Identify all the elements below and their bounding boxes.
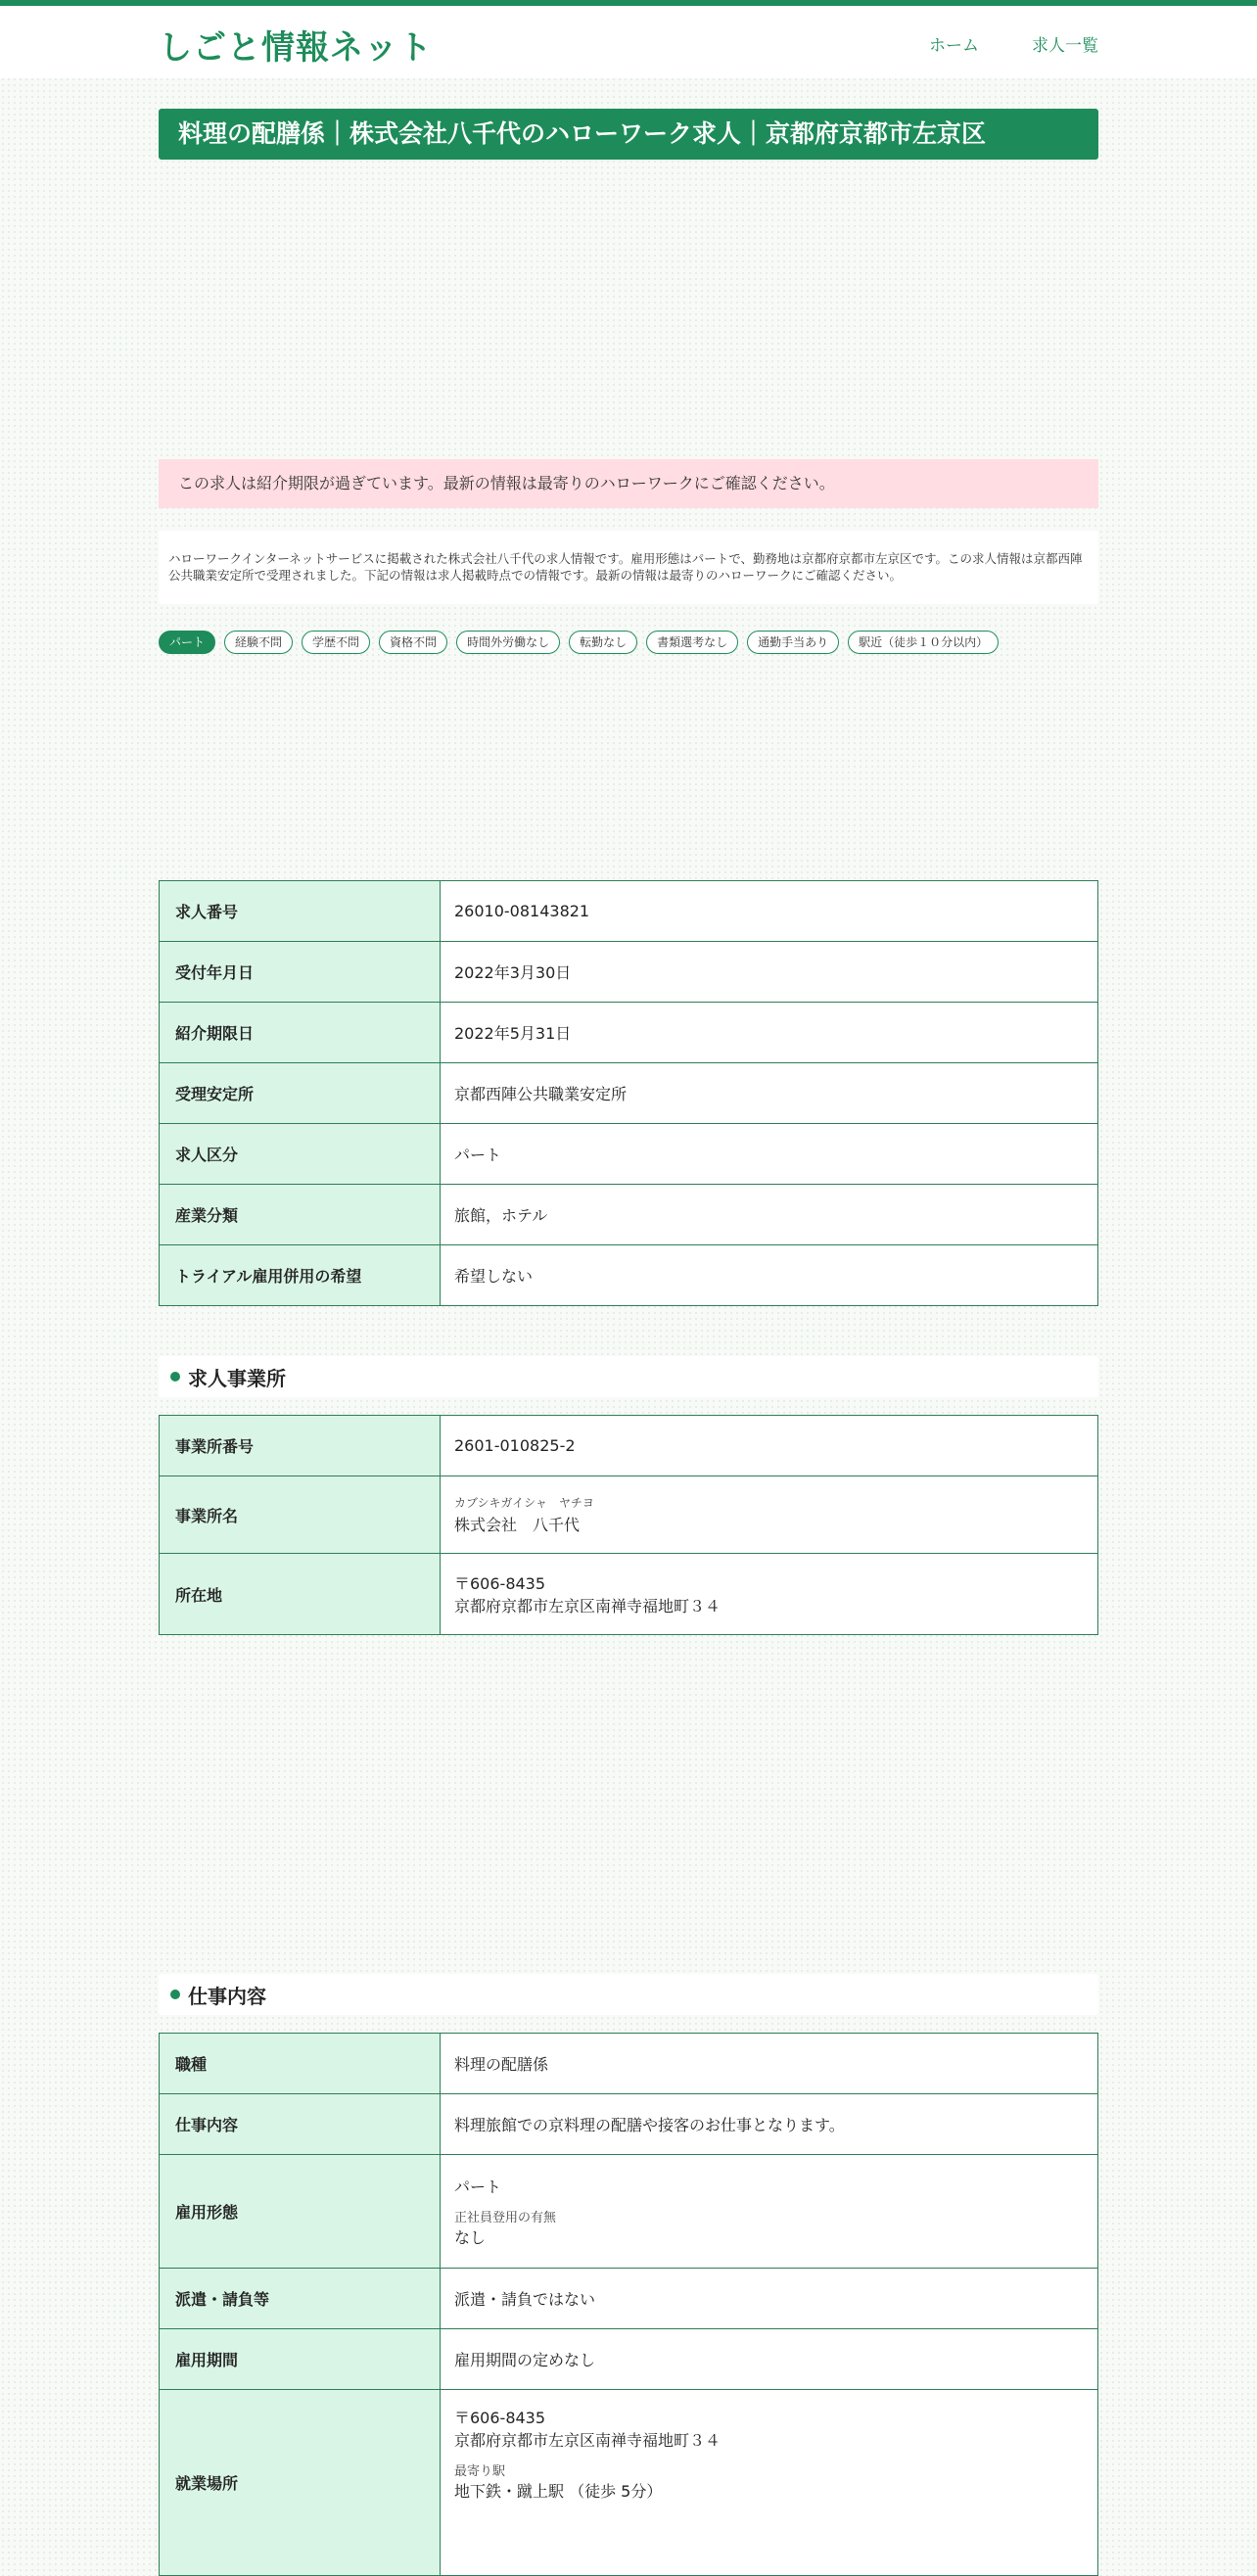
tag-item: 資格不問 [379, 631, 447, 654]
table-row [160, 2269, 1098, 2329]
row-label: 職種 [160, 2034, 441, 2094]
office-table [159, 1415, 1098, 1635]
tag-item: 時間外労働なし [456, 631, 560, 654]
row-label: 所在地 [160, 1554, 441, 1635]
table-row [160, 1554, 1098, 1635]
row-value: 2022年5月31日 [441, 1003, 1098, 1063]
row-value [441, 2155, 1098, 2269]
sub-label: 正社員登用の有無 [454, 2211, 557, 2225]
address: 京都府京都市左京区南禅寺福地町３４ [454, 1597, 722, 1616]
table-row [160, 1416, 1098, 1476]
row-label: 仕事内容 [160, 2094, 441, 2155]
table-row [160, 2390, 1098, 2576]
job-table-wrap [159, 2033, 1098, 2576]
expired-notice: この求人は紹介期限が過ぎています。最新の情報は最寄りのハローワークにご確認ください。 [159, 459, 1098, 508]
row-label: 事業所名 [160, 1476, 441, 1554]
site-logo[interactable]: しごと情報ネット [159, 28, 433, 68]
row-value: 雇用期間の定めなし [441, 2329, 1098, 2390]
sub-value: なし [454, 2228, 487, 2247]
row-value: 26010-08143821 [441, 881, 1098, 942]
row-label: 求人番号 [160, 881, 441, 942]
site-header [0, 6, 1257, 78]
row-label: 紹介期限日 [160, 1003, 441, 1063]
row-value: 派遣・請負ではない [441, 2269, 1098, 2329]
row-label: 雇用期間 [160, 2329, 441, 2390]
office-name-ruby: カブシキガイシャ ヤチヨ [454, 1496, 594, 1510]
row-value: 希望しない [441, 1245, 1098, 1306]
row-label: 就業場所 [160, 2390, 441, 2576]
main-nav [929, 31, 1098, 56]
tag-item: 書類選考なし [646, 631, 738, 654]
postal-code: 〒606-8435 [454, 1574, 546, 1593]
table-row [160, 1185, 1098, 1245]
row-value: パート [441, 1124, 1098, 1185]
row-label: 産業分類 [160, 1185, 441, 1245]
row-label: 事業所番号 [160, 1416, 441, 1476]
tag-item: 通勤手当あり [747, 631, 839, 654]
summary-table-wrap [159, 880, 1098, 1306]
row-value [441, 1476, 1098, 1554]
bullet-icon [170, 1990, 180, 1999]
row-value [441, 1554, 1098, 1635]
table-row [160, 2034, 1098, 2094]
row-label: 受付年月日 [160, 942, 441, 1003]
bullet-icon [170, 1372, 180, 1382]
employment-type: パート [454, 2178, 502, 2196]
sub-label: 最寄り駅 [454, 2464, 506, 2479]
job-table [159, 2033, 1098, 2576]
row-value: 料理旅館での京料理の配膳や接客のお仕事となります。 [441, 2094, 1098, 2155]
row-value: 旅館，ホテル [441, 1185, 1098, 1245]
row-label: トライアル雇用併用の希望 [160, 1245, 441, 1306]
postal-code: 〒606-8435 [454, 2409, 546, 2427]
row-label: 雇用形態 [160, 2155, 441, 2269]
address: 京都府京都市左京区南禅寺福地町３４ [454, 2431, 722, 2450]
office-name: 株式会社 八千代 [454, 1516, 581, 1534]
section-title: 求人事業所 [188, 1366, 286, 1390]
table-row [160, 1476, 1098, 1554]
row-value: 2601-010825-2 [441, 1416, 1098, 1476]
summary-table [159, 880, 1098, 1306]
table-row [160, 2094, 1098, 2155]
tag-item: 転勤なし [569, 631, 637, 654]
row-value: 2022年3月30日 [441, 942, 1098, 1003]
table-row [160, 2329, 1098, 2390]
row-value: 京都西陣公共職業安定所 [441, 1063, 1098, 1124]
row-value [441, 2390, 1098, 2576]
page-title: 料理の配膳係｜株式会社八千代のハローワーク求人｜京都府京都市左京区 [159, 109, 1098, 160]
tag-item: 学歴不問 [302, 631, 370, 654]
table-row [160, 1245, 1098, 1306]
office-table-wrap [159, 1415, 1098, 1635]
table-row [160, 1124, 1098, 1185]
row-label: 受理安定所 [160, 1063, 441, 1124]
table-row [160, 942, 1098, 1003]
table-row [160, 881, 1098, 942]
nav-home-link[interactable]: ホーム [929, 36, 979, 56]
section-title: 仕事内容 [188, 1984, 266, 2008]
tag-item: 駅近（徒歩１０分以内） [848, 631, 999, 654]
row-value: 料理の配膳係 [441, 2034, 1098, 2094]
table-row [160, 1003, 1098, 1063]
intro-text: ハローワークインターネットサービスに掲載された株式会社八千代の求人情報です。雇用形態はパートで、勤務地は京都府京都市左京区です。この求人情報は京都西陣公共職業安定所で受理されました。下記の情報は求人掲載時点での情報です。最新の情報は最寄りのハローワークにご確認ください。 [159, 531, 1098, 604]
section-heading-office [159, 1356, 1098, 1397]
row-label: 求人区分 [160, 1124, 441, 1185]
tag-item: 経験不問 [224, 631, 293, 654]
tag-list [159, 631, 1098, 654]
row-label: 派遣・請負等 [160, 2269, 441, 2329]
tag-item: パート [159, 631, 215, 654]
table-row [160, 2155, 1098, 2269]
nearest-station: 地下鉄・蹴上駅 （徒歩 5分） [454, 2482, 663, 2501]
section-heading-job [159, 1974, 1098, 2015]
table-row [160, 1063, 1098, 1124]
nav-job-list-link[interactable]: 求人一覧 [1032, 36, 1098, 56]
